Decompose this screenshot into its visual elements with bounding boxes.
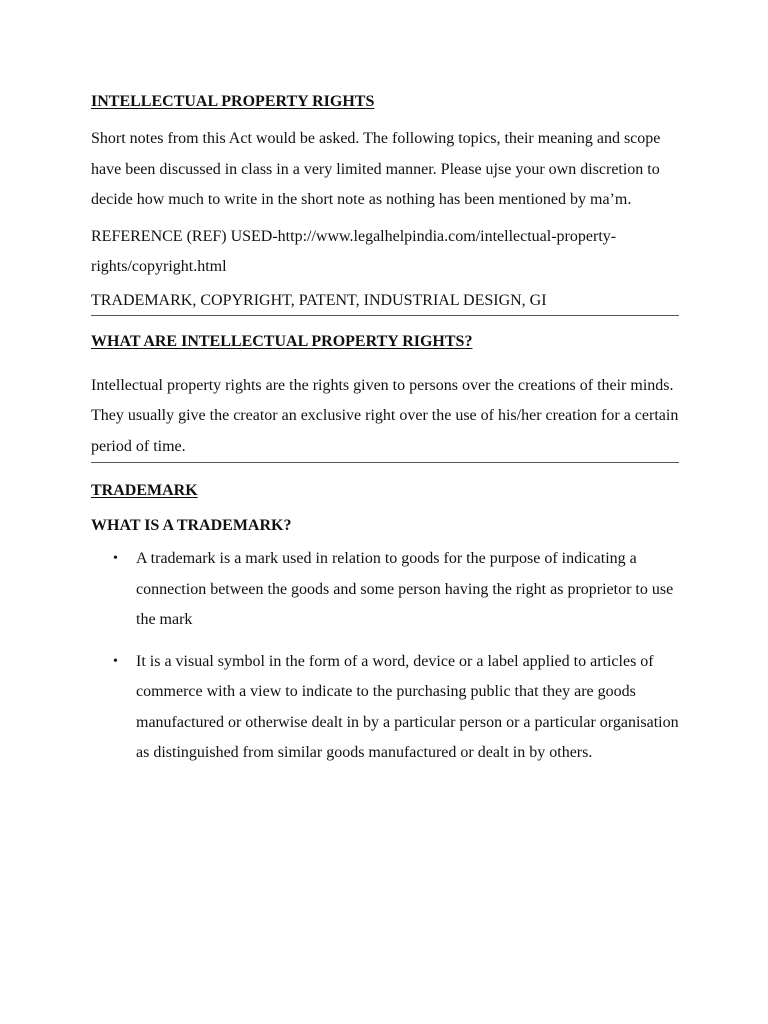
ipr-definition-paragraph: Intellectual property rights are the rights given to persons over the creations of their minds. They usually give the creator an exclusive right over the use of his/her creation for a certain period of time. [91,371,679,464]
trademark-bullet-list [91,544,679,769]
ipr-heading: WHAT ARE INTELLECTUAL PROPERTY RIGHTS? [91,332,473,350]
trademark-heading: TRADEMARK [91,482,198,499]
trademark-subheading: WHAT IS A TRADEMARK? [91,517,292,534]
list-item [91,544,679,636]
list-item-text: A trademark is a mark used in relation to goods for the purpose of indicating a connection between the goods and some person having the right as proprietor to use the mark [136,550,674,628]
reference-line: REFERENCE (REF) USED-http://www.legalhelpindia.com/intellectual-property-rights/copyright.html [91,227,617,275]
list-item [91,647,679,769]
bullet-icon: • [113,653,118,669]
topics-line: TRADEMARK, COPYRIGHT, PATENT, INDUSTRIAL DESIGN, GI [91,289,679,316]
intro-paragraph: Short notes from this Act would be asked. The following topics, their meaning and scope have been discussed in class in a very limited manner. Please ujse your own discretion to decide how much to write in the short note as nothing has been mentioned by ma’m. [91,130,661,208]
document-content [91,90,679,769]
list-item-text: It is a visual symbol in the form of a word, device or a label applied to articles of commerce with a view to indicate to the purchasing public that they are goods manufactured or otherwise dealt in by a particular person or a particular organisation as distinguished from similar goods manufactured or dealt in by others. [136,652,679,761]
bullet-icon: • [113,551,118,566]
document-title: INTELLECTUAL PROPERTY RIGHTS [91,93,375,110]
